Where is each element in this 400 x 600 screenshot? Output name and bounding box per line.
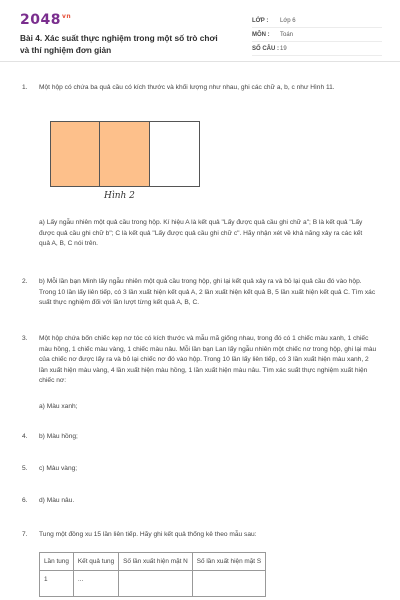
meta-value: Lớp 6 [280, 17, 296, 24]
table-cell [119, 571, 193, 597]
coin-toss-table [39, 552, 266, 597]
figure-cell-orange [50, 121, 100, 187]
question-number: 2. [22, 278, 28, 285]
question-text: d) Màu nâu. [39, 497, 75, 504]
meta-label: SỐ CÂU : [252, 45, 279, 52]
question-text: Một hộp chứa bốn chiếc kẹp nơ tóc có kích thước và mẫu mã giống nhau, trong đó có 1 chiếc màu xanh, 1 chiếc màu hồng, 1 chiếc màu vàng, 1 chiếc màu nâu. Mỗi lần bạn Lan lấy ngẫu nhiên một chiếc nơ trong hộp, ghi lại màu của chiếc nơ được lấy ra và bỏ lại chiếc nơ đó vào hộp. Trong 10 lần lấy liên tiếp, có 3 lần xuất hiện màu xanh, 2 lần xuất hiện màu vàng, 4 lần xuất hiện màu hồng, 1 lần xuất hiện màu nâu. Tìm xác suất thực nghiệm xuất hiện chiếc nơ: [39, 335, 377, 384]
table-header-cell: Lần tung [40, 553, 74, 571]
logo-text: 2048 [20, 12, 61, 28]
figure-balls [50, 121, 200, 187]
question-number: 1. [22, 84, 28, 91]
question-text: b) Màu hồng; [39, 433, 78, 440]
question-text: c) Màu vàng; [39, 465, 78, 472]
question-1a: a) Lấy ngẫu nhiên một quả cầu trong hộp. Kí hiệu A là kết quả "Lấy được quả cầu ghi chữ a"; B là kết quả "Lấy được quả cầu ghi chữ b"; C là kết quả "Lấy được quả cầu ghi chữ c". Hãy nhận xét về khả năng xảy ra các kết quả A, B, C nói trên. [39, 219, 363, 247]
meta-label: MÔN : [252, 31, 270, 38]
question-text: b) Mỗi lần bạn Minh lấy ngẫu nhiên một quả cầu trong hộp, ghi lại kết quả xảy ra và bỏ lại quả cầu đó vào hộp. Trong 10 lần lấy liên tiếp, có 3 lần xuất hiện kết quả A, 2 lần xuất hiện kết quả B, 5 lần xuất hiện kết quả C. Tìm xác suất thực nghiệm đối với lần lượt từng kết quả A, B, C. [39, 278, 376, 306]
question-text: Một hộp có chứa ba quả cầu có kích thước và khối lượng như nhau, ghi các chữ a, b, c như Hình 11. [39, 84, 335, 91]
figure-cell-white [150, 121, 200, 187]
meta-value: 19 [280, 45, 287, 52]
meta-value: Toán [280, 31, 294, 38]
table-header-row [40, 553, 266, 571]
question-number: 4. [22, 433, 28, 440]
table-cell: 1 [40, 571, 74, 597]
question-text: Tung một đồng xu 15 lần liên tiếp. Hãy ghi kết quả thống kê theo mẫu sau: [39, 531, 257, 538]
table-header-cell: Số lần xuất hiện mặt N [119, 553, 193, 571]
question-number: 5. [22, 465, 28, 472]
meta-label: LỚP : [252, 17, 269, 24]
figure-cell-orange [100, 121, 150, 187]
table-row [40, 571, 266, 597]
meta-row-class [252, 14, 382, 28]
site-logo[interactable] [20, 12, 71, 28]
question-number: 6. [22, 497, 28, 504]
question-3a: a) Màu xanh; [39, 403, 78, 410]
meta-row-count [252, 42, 382, 56]
table-cell [192, 571, 265, 597]
lesson-meta [252, 14, 382, 56]
figure-caption: Hình 2 [104, 191, 135, 201]
table-header-cell: Kết quả tung [73, 553, 118, 571]
page-header [0, 0, 400, 62]
question-number: 7. [22, 531, 28, 538]
logo-suffix: vn [61, 13, 72, 21]
lesson-title: Bài 4. Xác suất thực nghiệm trong một số trò chơi và thí nghiệm đơn giản [20, 33, 218, 55]
question-number: 3. [22, 335, 28, 342]
table-header-cell: Số lần xuất hiện mặt S [192, 553, 265, 571]
meta-row-subject [252, 28, 382, 42]
table-cell: ... [73, 571, 118, 597]
